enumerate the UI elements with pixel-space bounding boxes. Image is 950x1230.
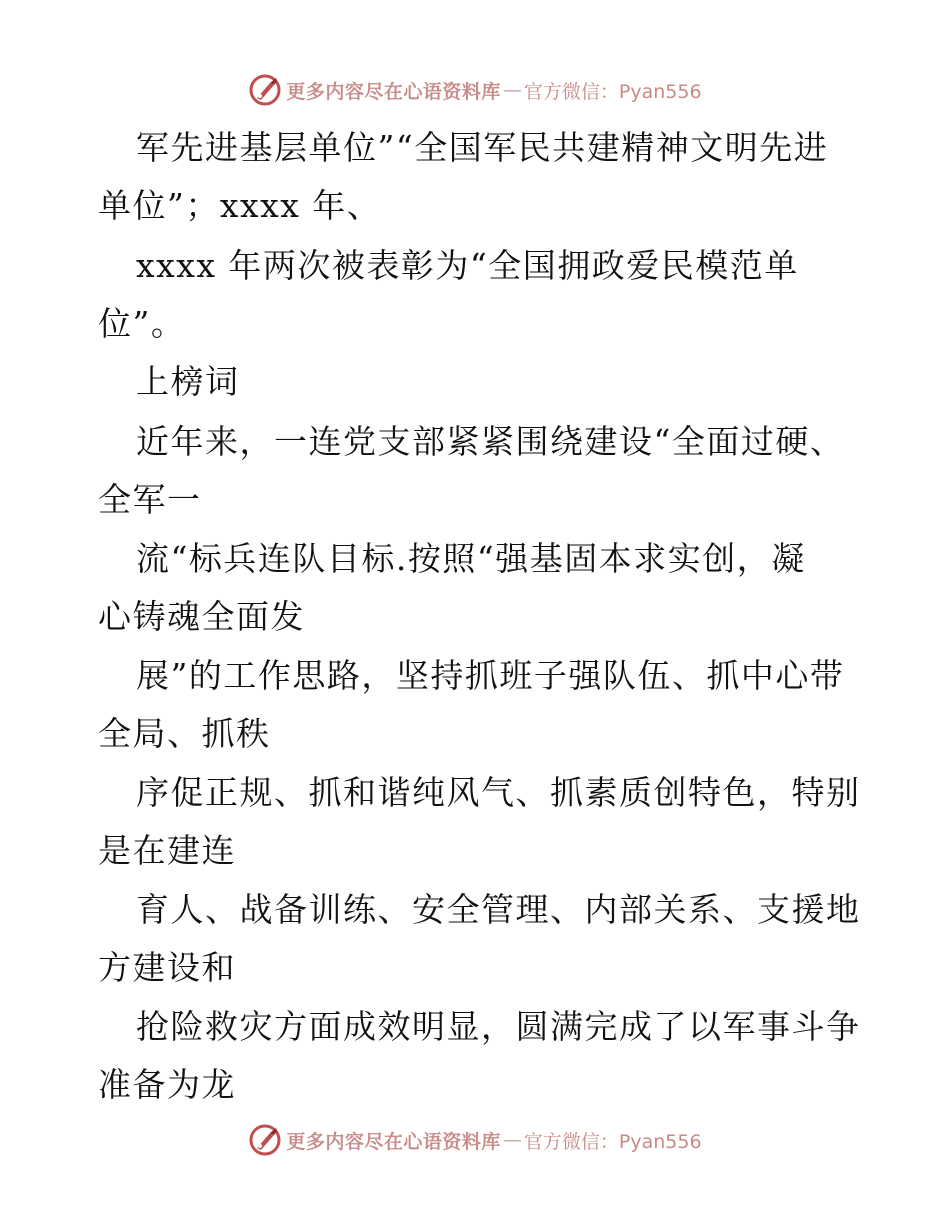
paragraph-line: 展”的工作思路，坚持抓班子强队伍、抓中心带 [136, 656, 845, 695]
paragraph-line: 方建设和 [98, 948, 236, 987]
watermark-dash: — [502, 79, 522, 101]
watermark-contact: 官方微信：Pyan556 [523, 1130, 702, 1153]
watermark-dash: — [502, 1129, 522, 1151]
watermark-site-text: 更多内容尽在心语资料库 [286, 1130, 501, 1153]
paragraph-line: 育人、战备训练、安全管理、内部关系、支援地 [136, 890, 861, 929]
section-heading: 上榜词 [136, 362, 240, 401]
paragraph-line: 抢险救灾方面成效明显，圆满完成了以军事斗争 [136, 1007, 861, 1046]
paragraph-line: 心铸魂全面发 [98, 597, 305, 636]
paragraph-line: 位”。 [98, 304, 186, 343]
quill-pen-seal-icon [248, 1123, 282, 1157]
watermark-site-text: 更多内容尽在心语资料库 [286, 80, 501, 103]
paragraph-line: 全局、抓秩 [98, 714, 271, 753]
paragraph-line: 军先进基层单位”“全国军民共建精神文明先进 [136, 128, 829, 167]
paragraph-line: 准备为龙 [98, 1065, 236, 1104]
paragraph-line: 全军一 [98, 480, 202, 519]
paragraph-line: 近年来，一连党支部紧紧围绕建设“全面过硬、 [136, 422, 845, 461]
paragraph-line: 单位”；xxxx 年、 [98, 186, 382, 225]
footer-watermark [0, 1120, 950, 1160]
watermark-contact: 官方微信：Pyan556 [523, 80, 702, 103]
paragraph-line: 是在建连 [98, 831, 236, 870]
paragraph-line: xxxx 年两次被表彰为“全国拥政爱民模范单 [136, 246, 799, 285]
paragraph-line: 流“标兵连队目标.按照“强基固本求实创，凝 [136, 539, 806, 578]
paragraph-line: 序促正规、抓和谐纯风气、抓素质创特色，特别 [136, 773, 861, 812]
